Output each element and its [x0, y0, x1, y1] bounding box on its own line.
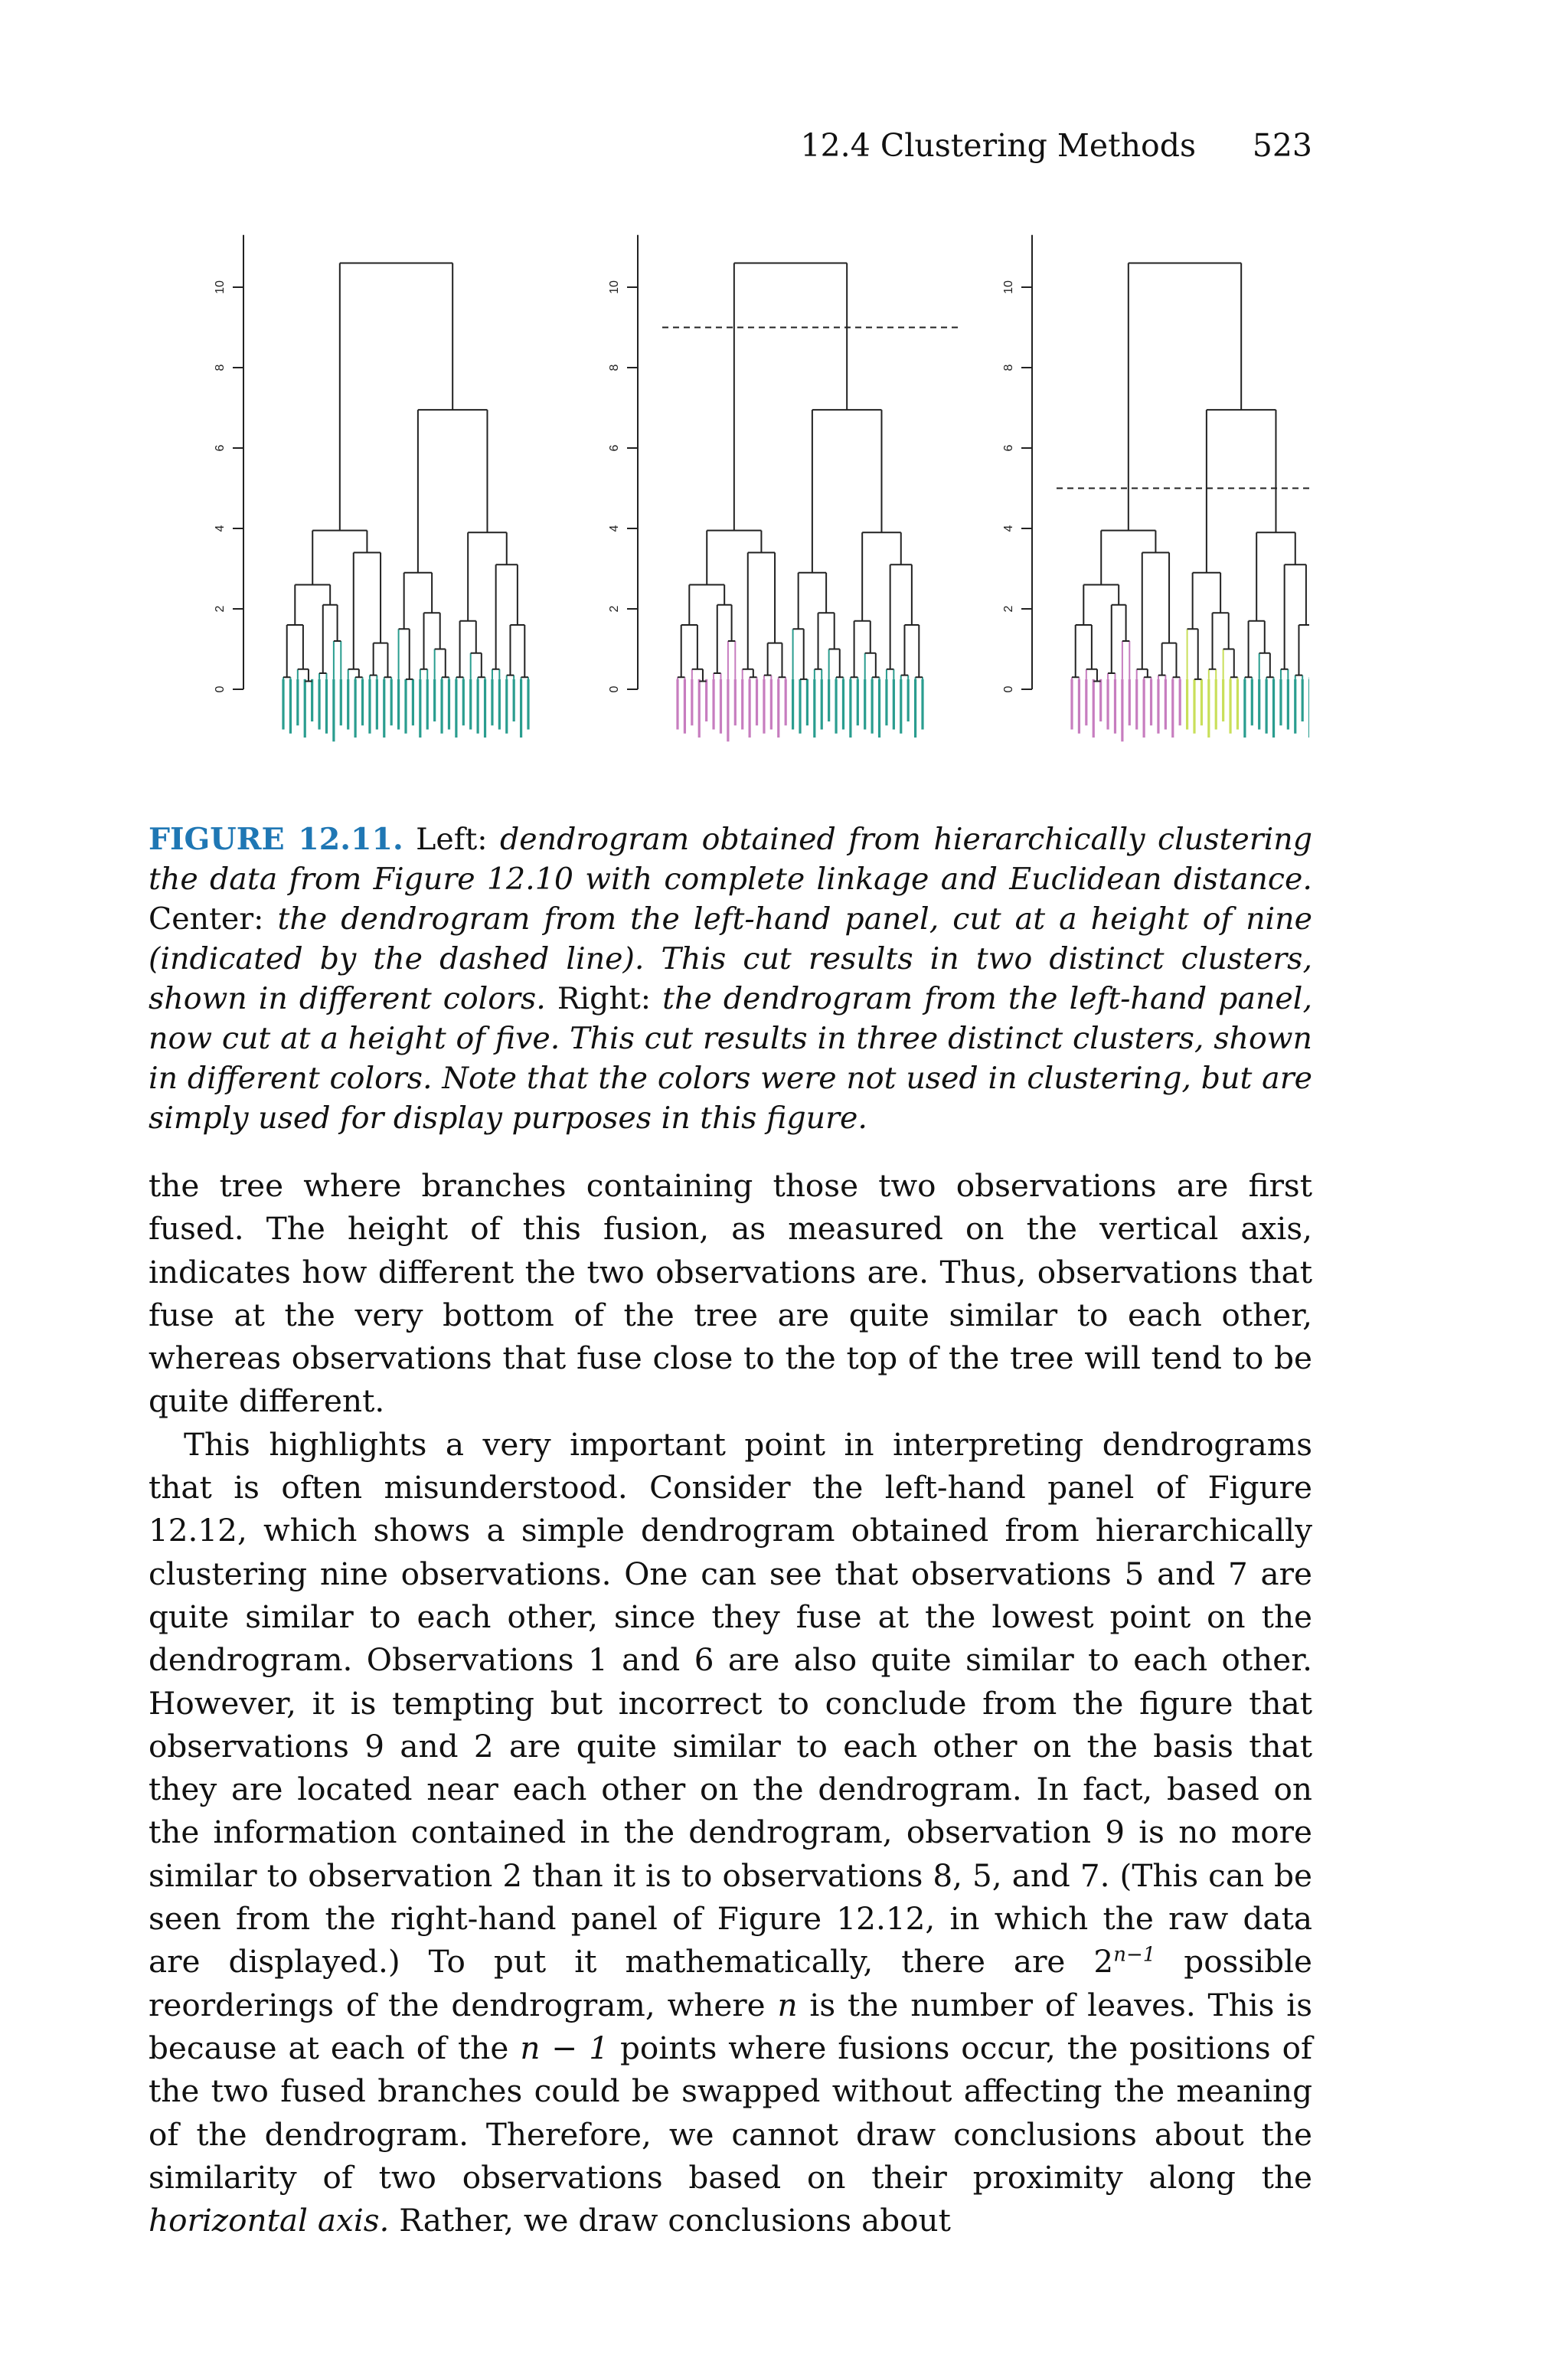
- y-tick-label-right: 6: [1002, 444, 1015, 452]
- y-tick-label-left: 0: [214, 685, 227, 693]
- caption-left-word: Left:: [416, 822, 488, 857]
- y-tick-label-center: 8: [608, 364, 621, 371]
- y-tick-label-center: 6: [608, 444, 621, 452]
- p2-emphasis: horizontal axis.: [149, 2202, 390, 2239]
- body-text: [149, 1164, 1312, 2242]
- page-number: 523: [1252, 127, 1312, 164]
- y-tick-label-left: 8: [214, 364, 227, 371]
- caption-right-text: the dendrogram from the left-hand panel, now cut at a height of five. This cut results in three distinct clusters, shown in different colors. Note that the colors were not used in clustering, but are simply used for display purposes in this figure.: [149, 981, 1312, 1136]
- caption-center-word: Center:: [149, 901, 264, 937]
- caption-center-text: the dendrogram from the left-hand panel, cut at a height of nine (indicated by the dashed line). This cut results in two distinct clusters, shown in different colors.: [149, 901, 1312, 1016]
- p2-math-n: n: [777, 1986, 798, 2023]
- p2-text-e: Rather, we draw conclusions about: [389, 2202, 951, 2239]
- y-tick-label-left: 10: [214, 280, 227, 294]
- caption-right-word: Right:: [557, 981, 652, 1016]
- p2-text-b: possible reorderings of the dendrogram, where: [149, 1943, 1312, 2023]
- figure-12-11: [161, 230, 1309, 781]
- p2-text-d: points where fusions occur, the positions of the two fused branches could be swapped without affecting the meaning of the dendrogram. Therefore, we cannot draw conclusions about the similarity of two observations based on their proximity along the: [149, 2029, 1312, 2196]
- p2-text-a: This highlights a very important point in interpreting dendrograms that is often misunderstood. Consider the left-hand panel of Figure 12.12, which shows a simple dendrogram obtained from hierarchically clustering nine observations. One can see that observations 5 and 7 are quite similar to each other, since they fuse at the lowest point on the dendrogram. Observations 1 and 6 are also quite similar to each other. However, it is tempting but incorrect to conclude from the figure that observations 9 and 2 are quite similar to each other on the basis that they are located near each other on the dendrogram. In fact, based on the information contained in the dendrogram, observation 9 is no more similar to observation 2 than it is to observations 8, 5, and 7. (This can be seen from the right-hand panel of Figure 12.12, in which the raw data are displayed.) To put it mathematically, there are: [149, 1425, 1312, 1981]
- y-tick-label-center: 0: [608, 685, 621, 693]
- y-tick-label-left: 6: [214, 444, 227, 452]
- dendrogram-figure: [161, 230, 1309, 781]
- running-header: [149, 127, 1312, 173]
- caption-left-text: dendrogram obtained from hierarchically clustering the data from Figure 12.10 with complete linkage and Euclidean distance.: [149, 822, 1312, 897]
- paragraph-2: [149, 1423, 1312, 2242]
- p2-power-exponent: n−1: [1113, 1943, 1156, 1967]
- section-title: 12.4 Clustering Methods: [800, 127, 1196, 164]
- y-tick-label-right: 8: [1002, 364, 1015, 371]
- y-tick-label-left: 4: [214, 525, 227, 532]
- y-tick-label-right: 0: [1002, 685, 1015, 693]
- y-tick-label-left: 2: [214, 605, 227, 613]
- y-tick-label-center: 2: [608, 605, 621, 613]
- caption-label: FIGURE 12.11.: [149, 822, 403, 857]
- paragraph-1: the tree where branches containing those two observations are first fused. The height of this fusion, as measured on the vertical axis, indicates how different the two observations are. Thus, observations that fuse at the very bottom of the tree are quite similar to each other, whereas observations that fuse close to the top of the tree will tend to be quite different.: [149, 1167, 1312, 1420]
- p2-text-c: is the number of leaves. This is because at each of the: [149, 1986, 1312, 2066]
- y-tick-label-center: 10: [608, 280, 621, 294]
- y-tick-label-right: 10: [1002, 280, 1015, 294]
- y-tick-label-right: 4: [1002, 525, 1015, 532]
- figure-caption: [149, 819, 1312, 1138]
- y-tick-label-center: 4: [608, 525, 621, 532]
- y-tick-label-right: 2: [1002, 605, 1015, 613]
- p2-math-n-minus-1: n − 1: [520, 2029, 609, 2066]
- p2-power-base: 2: [1093, 1943, 1114, 1981]
